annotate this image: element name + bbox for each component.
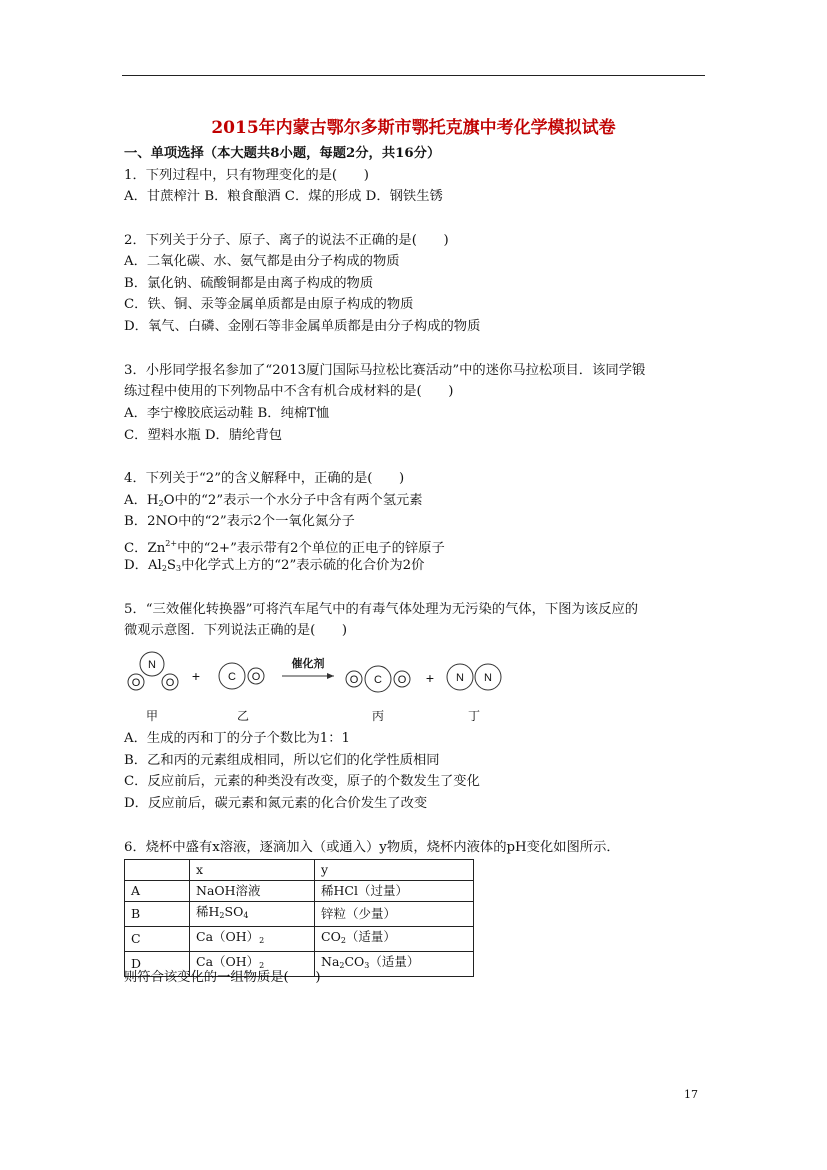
- q4-a-sub: 2: [158, 499, 164, 508]
- table-cell: x: [190, 860, 315, 881]
- label-jia: 甲: [145, 709, 159, 723]
- label-c: C: [228, 671, 236, 683]
- table-cell: y: [315, 860, 474, 881]
- q6-tail: 则符合该变化的一组物质是( ): [124, 970, 321, 985]
- label-o: O: [165, 677, 175, 689]
- q4-a-post: O中的“2”表示一个水分子中含有两个氢元素: [163, 493, 423, 508]
- q2-option-a: A．二氧化碳、水、氨气都是由分子构成的物质: [124, 254, 400, 269]
- cell-text: （适量）: [345, 929, 396, 944]
- table-row: [125, 902, 474, 927]
- q5-option-c: C．反应前后，元素的种类没有改变，原子的个数发生了变化: [124, 774, 480, 789]
- cell-text: 稀H: [196, 904, 220, 919]
- label-n: N: [456, 672, 464, 684]
- q3-options-ab: A．李宁橡胶底运动鞋 B．纯棉T恤: [124, 406, 330, 421]
- section-heading: 一、单项选择（本大题共8小题，每题2分，共16分）: [124, 146, 441, 161]
- cell-text: Ca（OH）: [196, 929, 260, 944]
- q4-a-pre: A．H: [124, 493, 159, 508]
- table-cell: [315, 927, 474, 952]
- catalyst-label: 催化剂: [291, 657, 325, 670]
- q2-option-d: D．氧气、白磷、金刚石等非金属单质都是由分子构成的物质: [124, 319, 481, 334]
- cell-text: Ca（OH）: [196, 954, 260, 969]
- q3-options-cd: C．塑料水瓶 D．腈纶背包: [124, 428, 283, 443]
- q2-option-c: C．铁、铜、汞等金属单质都是由原子构成的物质: [124, 297, 414, 312]
- q4-d-pre: D．Al: [124, 558, 162, 573]
- q4-d-mid: S: [166, 558, 177, 573]
- label-o: O: [397, 674, 407, 686]
- page-number: 17: [684, 1088, 698, 1101]
- cell-sub: 2: [339, 961, 345, 970]
- label-yi: 乙: [236, 709, 250, 723]
- table-cell: [190, 927, 315, 952]
- table-cell: [315, 952, 474, 977]
- q4-stem: 4．下列关于“2”的含义解释中，正确的是( ): [124, 471, 405, 486]
- table-row: [125, 881, 474, 902]
- q2-option-b: B．氯化钠、硫酸铜都是由离子构成的物质: [124, 276, 374, 291]
- label-n: N: [484, 672, 492, 684]
- cell-sub: 2: [219, 911, 225, 920]
- q4-option-d: [124, 557, 424, 578]
- q4-c-sup: 2+: [165, 539, 178, 548]
- table-cell: [190, 902, 315, 927]
- q4-c-pre: C．Zn: [124, 541, 166, 556]
- table-cell: D: [125, 952, 190, 977]
- cell-sub: 2: [259, 936, 265, 945]
- label-bing: 丙: [371, 709, 385, 723]
- cell-text: SO: [224, 904, 244, 919]
- q4-d-post: 中化学式上方的“2”表示硫的化合价为2价: [181, 558, 425, 573]
- page-title: 2015年内蒙古鄂尔多斯市鄂托克旗中考化学模拟试卷: [211, 118, 616, 138]
- table-cell: B: [125, 902, 190, 927]
- label-n: N: [148, 659, 156, 671]
- q4-option-b: B．2NO中的“2”表示2个一氧化氮分子: [124, 514, 355, 529]
- q2-stem: 2．下列关于分子、原子、离子的说法不正确的是( ): [124, 233, 449, 248]
- label-c: C: [374, 674, 382, 686]
- q4-option-a: [124, 492, 423, 513]
- cell-text: Na: [321, 954, 340, 969]
- label-ding: 丁: [467, 709, 481, 723]
- table-cell: 锌粒（少量）: [315, 902, 474, 927]
- cell-sub: 2: [259, 961, 265, 970]
- cell-text: CO: [321, 929, 341, 944]
- q5-stem-line2: 微观示意图．下列说法正确的是( ): [124, 623, 348, 638]
- cell-text: （适量）: [369, 954, 420, 969]
- table-row: [125, 927, 474, 952]
- plus-sign: +: [191, 668, 201, 684]
- cell-sub: 4: [243, 911, 249, 920]
- q3-stem-line1: 3．小彤同学报名参加了“2013厦门国际马拉松比赛活动”中的迷你马拉松项目．该同学锻: [124, 363, 646, 378]
- cell-sub: 3: [364, 961, 370, 970]
- q6-options-table: [124, 859, 474, 977]
- q5-option-b: B．乙和丙的元素组成相同，所以它们的化学性质相同: [124, 753, 440, 768]
- q4-option-c: [124, 535, 445, 558]
- cell-sub: 2: [340, 936, 346, 945]
- q3-stem-line2: 练过程中使用的下列物品中不含有机合成材料的是( ): [124, 384, 454, 399]
- header-rule: [122, 75, 705, 76]
- cell-text: CO: [344, 954, 365, 969]
- plus-sign: +: [425, 670, 435, 686]
- q1-stem: 1．下列过程中，只有物理变化的是( ): [124, 168, 369, 183]
- reaction-diagram: [118, 646, 518, 726]
- table-cell: 稀HCl（过量）: [315, 881, 474, 902]
- q6-stem: 6．烧杯中盛有x溶液，逐滴加入（或通入）y物质，烧杯内液体的pH变化如图所示．: [124, 840, 620, 855]
- table-cell: [125, 860, 190, 881]
- q5-stem-line1: 5．“三效催化转换器”可将汽车尾气中的有毒气体处理为无污染的气体，下图为该反应的: [124, 602, 639, 617]
- q4-d-sub2: 3: [176, 564, 182, 573]
- q1-options: A．甘蔗榨汁 B．粮食酿酒 C．煤的形成 D．钢铁生锈: [124, 189, 443, 204]
- q4-c-post: 中的“2+”表示带有2个单位的正电子的锌原子: [177, 541, 445, 556]
- q4-d-sub1: 2: [161, 564, 167, 573]
- label-o: O: [251, 671, 261, 683]
- table-cell: NaOH溶液: [190, 881, 315, 902]
- q5-option-a: A．生成的丙和丁的分子个数比为1：1: [124, 731, 350, 746]
- table-row: [125, 860, 474, 881]
- q5-option-d: D．反应前后，碳元素和氮元素的化合价发生了改变: [124, 796, 428, 811]
- table-cell: C: [125, 927, 190, 952]
- label-o: O: [131, 677, 141, 689]
- label-o: O: [349, 674, 359, 686]
- table-cell: A: [125, 881, 190, 902]
- arrow-head: [327, 673, 334, 679]
